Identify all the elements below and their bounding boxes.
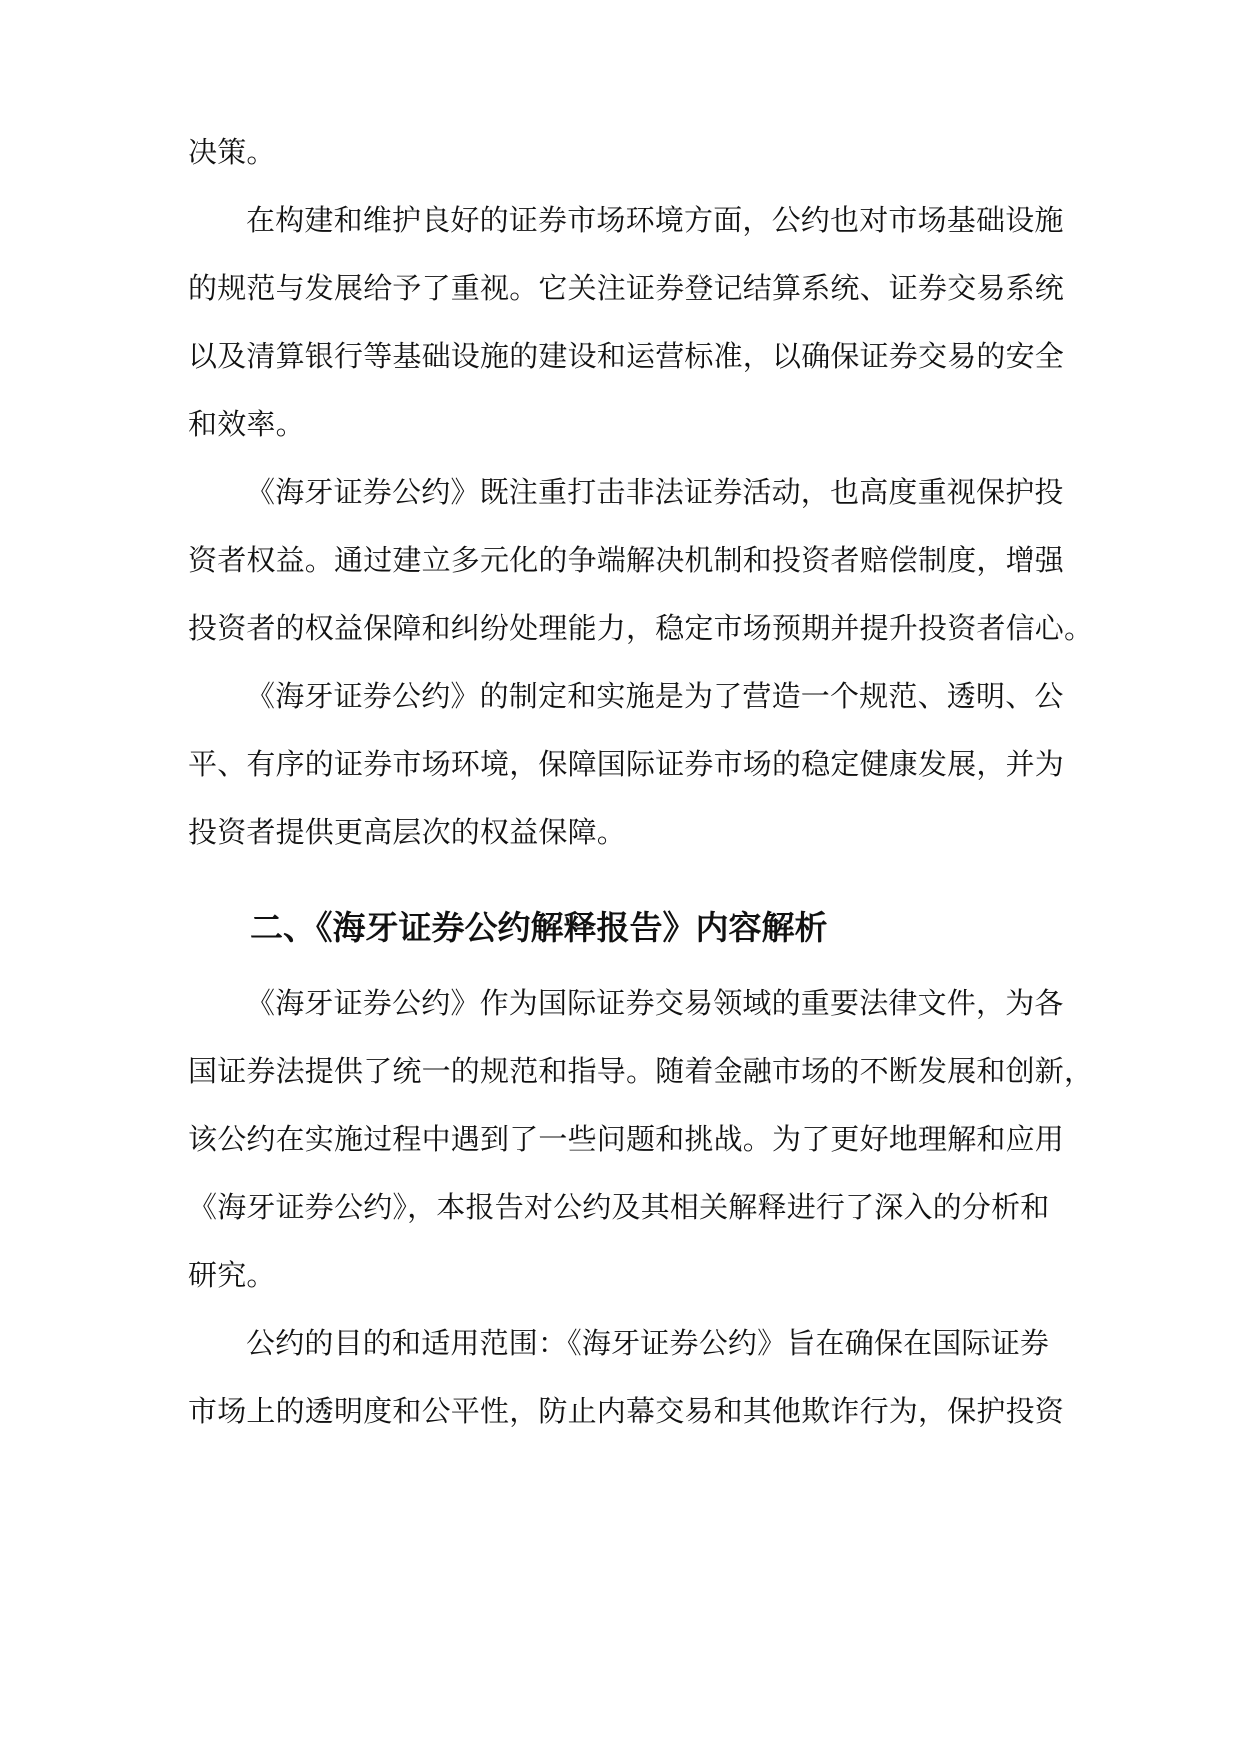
paragraph-line: 的规范与发展给予了重视。它关注证券登记结算系统、证券交易系统 <box>188 271 1065 305</box>
paragraph-line: 以及清算银行等基础设施的建设和运营标准，以确保证券交易的安全 <box>188 339 1065 373</box>
paragraph-line: 资者权益。通过建立多元化的争端解决机制和投资者赔偿制度，增强 <box>188 543 1065 577</box>
paragraph-line: 公约的目的和适用范围：《海牙证券公约》旨在确保在国际证券 <box>246 1326 1050 1360</box>
paragraph-line: 在构建和维护良好的证券市场环境方面，公约也对市场基础设施 <box>246 203 1064 237</box>
paragraph-line: 投资者提供更高层次的权益保障。 <box>188 815 627 849</box>
paragraph-line: 市场上的透明度和公平性，防止内幕交易和其他欺诈行为，保护投资 <box>188 1394 1065 1428</box>
paragraph-line: 《海牙证券公约》，本报告对公约及其相关解释进行了深入的分析和 <box>188 1190 1050 1224</box>
paragraph-line: 《海牙证券公约》的制定和实施是为了营造一个规范、透明、公 <box>246 679 1064 713</box>
paragraph-line: 决策。 <box>188 135 276 169</box>
section-heading: 二、《海牙证券公约解释报告》内容解析 <box>250 908 828 947</box>
paragraph-line: 和效率。 <box>188 407 305 441</box>
paragraph-line: 平、有序的证券市场环境，保障国际证券市场的稳定健康发展，并为 <box>188 747 1065 781</box>
paragraph-line: 投资者的权益保障和纠纷处理能力，稳定市场预期并提升投资者信心。 <box>188 611 1094 645</box>
paragraph-line: 国证券法提供了统一的规范和指导。随着金融市场的不断发展和创新， <box>188 1054 1094 1088</box>
paragraph-line: 该公约在实施过程中遇到了一些问题和挑战。为了更好地理解和应用 <box>188 1122 1065 1156</box>
paragraph-line: 《海牙证券公约》作为国际证券交易领域的重要法律文件，为各 <box>246 986 1064 1020</box>
paragraph-line: 《海牙证券公约》既注重打击非法证券活动，也高度重视保护投 <box>246 475 1064 509</box>
paragraph-line: 研究。 <box>188 1258 276 1292</box>
